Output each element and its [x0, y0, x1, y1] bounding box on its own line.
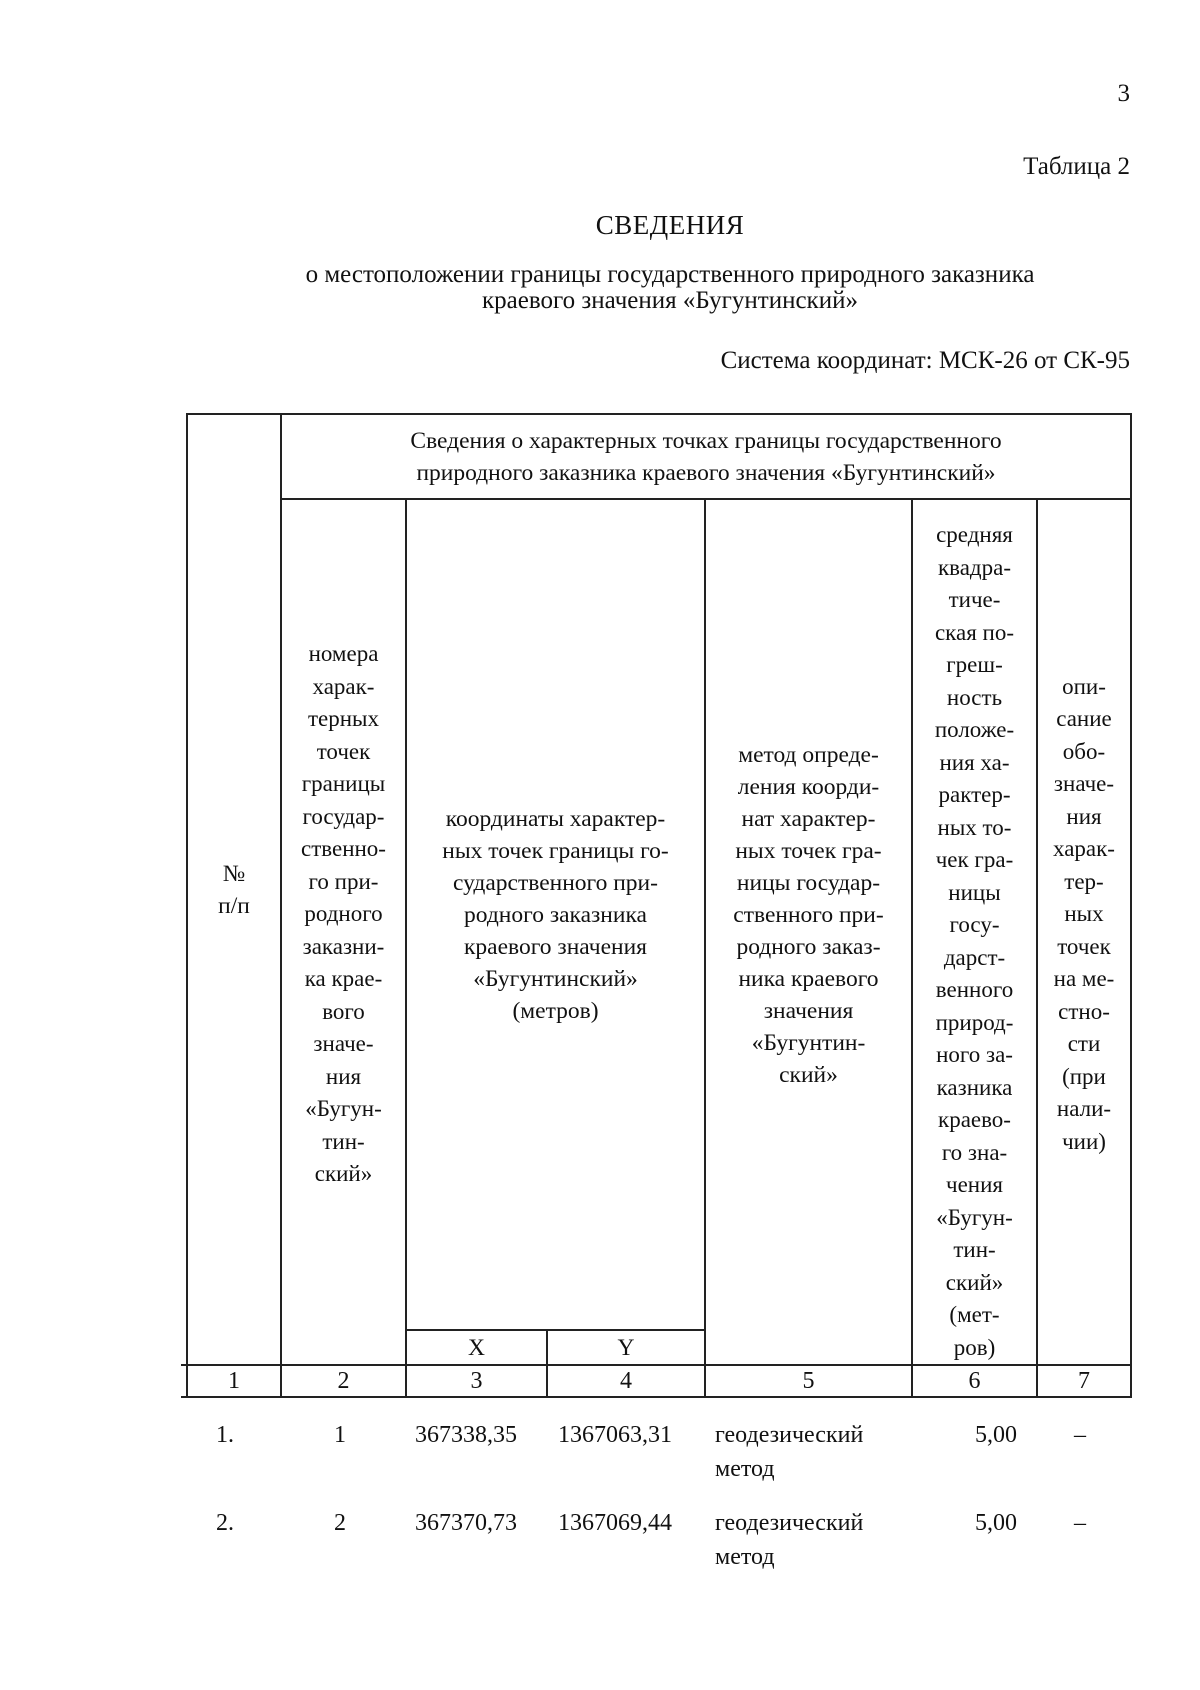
row-x: 367370,73 — [415, 1510, 517, 1536]
header-coordinates: координаты характер- ных точек границы го- сударственного при- родного заказника краевого значения «Бугунтинский» (метров) — [442, 805, 669, 1024]
row-point-number: 1 — [334, 1422, 346, 1448]
column-number-1: 1 — [228, 1368, 240, 1394]
column-number-7: 7 — [1078, 1368, 1090, 1394]
header-index: № п/п — [218, 860, 250, 919]
header-description: опи- сание обо- значе- ния харак- тер- ных точек на ме- стно- сти (при нали- чии) — [1053, 673, 1115, 1154]
page-number: 3 — [1117, 80, 1130, 107]
coordinate-system: Система координат: МСК-26 от СК-95 — [720, 347, 1130, 374]
header-error: средняя квадра- тиче- ская по- греш- ность положе- ния ха- рактер- ных то- чек гра- ницы госу- дарст- венного природ- ного за- казника краево- го зна- чения «Бугун- тин- ский» (мет- ров) — [934, 522, 1015, 1360]
header-y: Y — [617, 1334, 635, 1361]
document-title: СВЕДЕНИЯ — [595, 210, 745, 240]
row-description: – — [1074, 1510, 1086, 1536]
row-error: 5,00 — [975, 1510, 1017, 1536]
row-y: 1367063,31 — [558, 1422, 672, 1448]
row-error: 5,00 — [975, 1422, 1017, 1448]
header-x: X — [468, 1334, 485, 1361]
table-row — [0, 1418, 1200, 1488]
header-point-number: номера харак- терных точек границы государ- ственно- го при- родного заказни- ка крае- вого значе- ния «Бугун- тин- ский» — [301, 641, 386, 1187]
row-point-number: 2 — [334, 1510, 346, 1536]
row-y: 1367069,44 — [558, 1510, 672, 1536]
row-x: 367338,35 — [415, 1422, 517, 1448]
row-description: – — [1074, 1422, 1086, 1448]
row-index: 1. — [216, 1422, 234, 1448]
table-label: Таблица 2 — [1023, 153, 1130, 180]
column-number-3: 3 — [470, 1368, 483, 1394]
table-border-bottom — [181, 1396, 1132, 1398]
column-number-5: 5 — [802, 1368, 815, 1394]
document-subtitle: о местоположении границы государственного природного заказника краевого значения «Бугунтинский» — [305, 261, 1035, 314]
row-method: геодезический метод — [715, 1422, 864, 1482]
column-number-4: 4 — [620, 1368, 632, 1394]
column-number-6: 6 — [968, 1368, 981, 1394]
row-method: геодезический метод — [715, 1510, 864, 1570]
table-row — [0, 1506, 1200, 1576]
col-border-right — [1130, 413, 1132, 1398]
row-index: 2. — [216, 1510, 234, 1536]
group-header: Сведения о характерных точках границы государственного природного заказника краевого значения «Бугунтинский» — [410, 427, 1002, 486]
header-method: метод опреде- ления коорди- нат характер- ных точек гра- ницы государ- ственного при- родного заказ- ника краевого значения «Бугунтин- ский» — [733, 741, 884, 1088]
column-number-2: 2 — [337, 1368, 350, 1394]
